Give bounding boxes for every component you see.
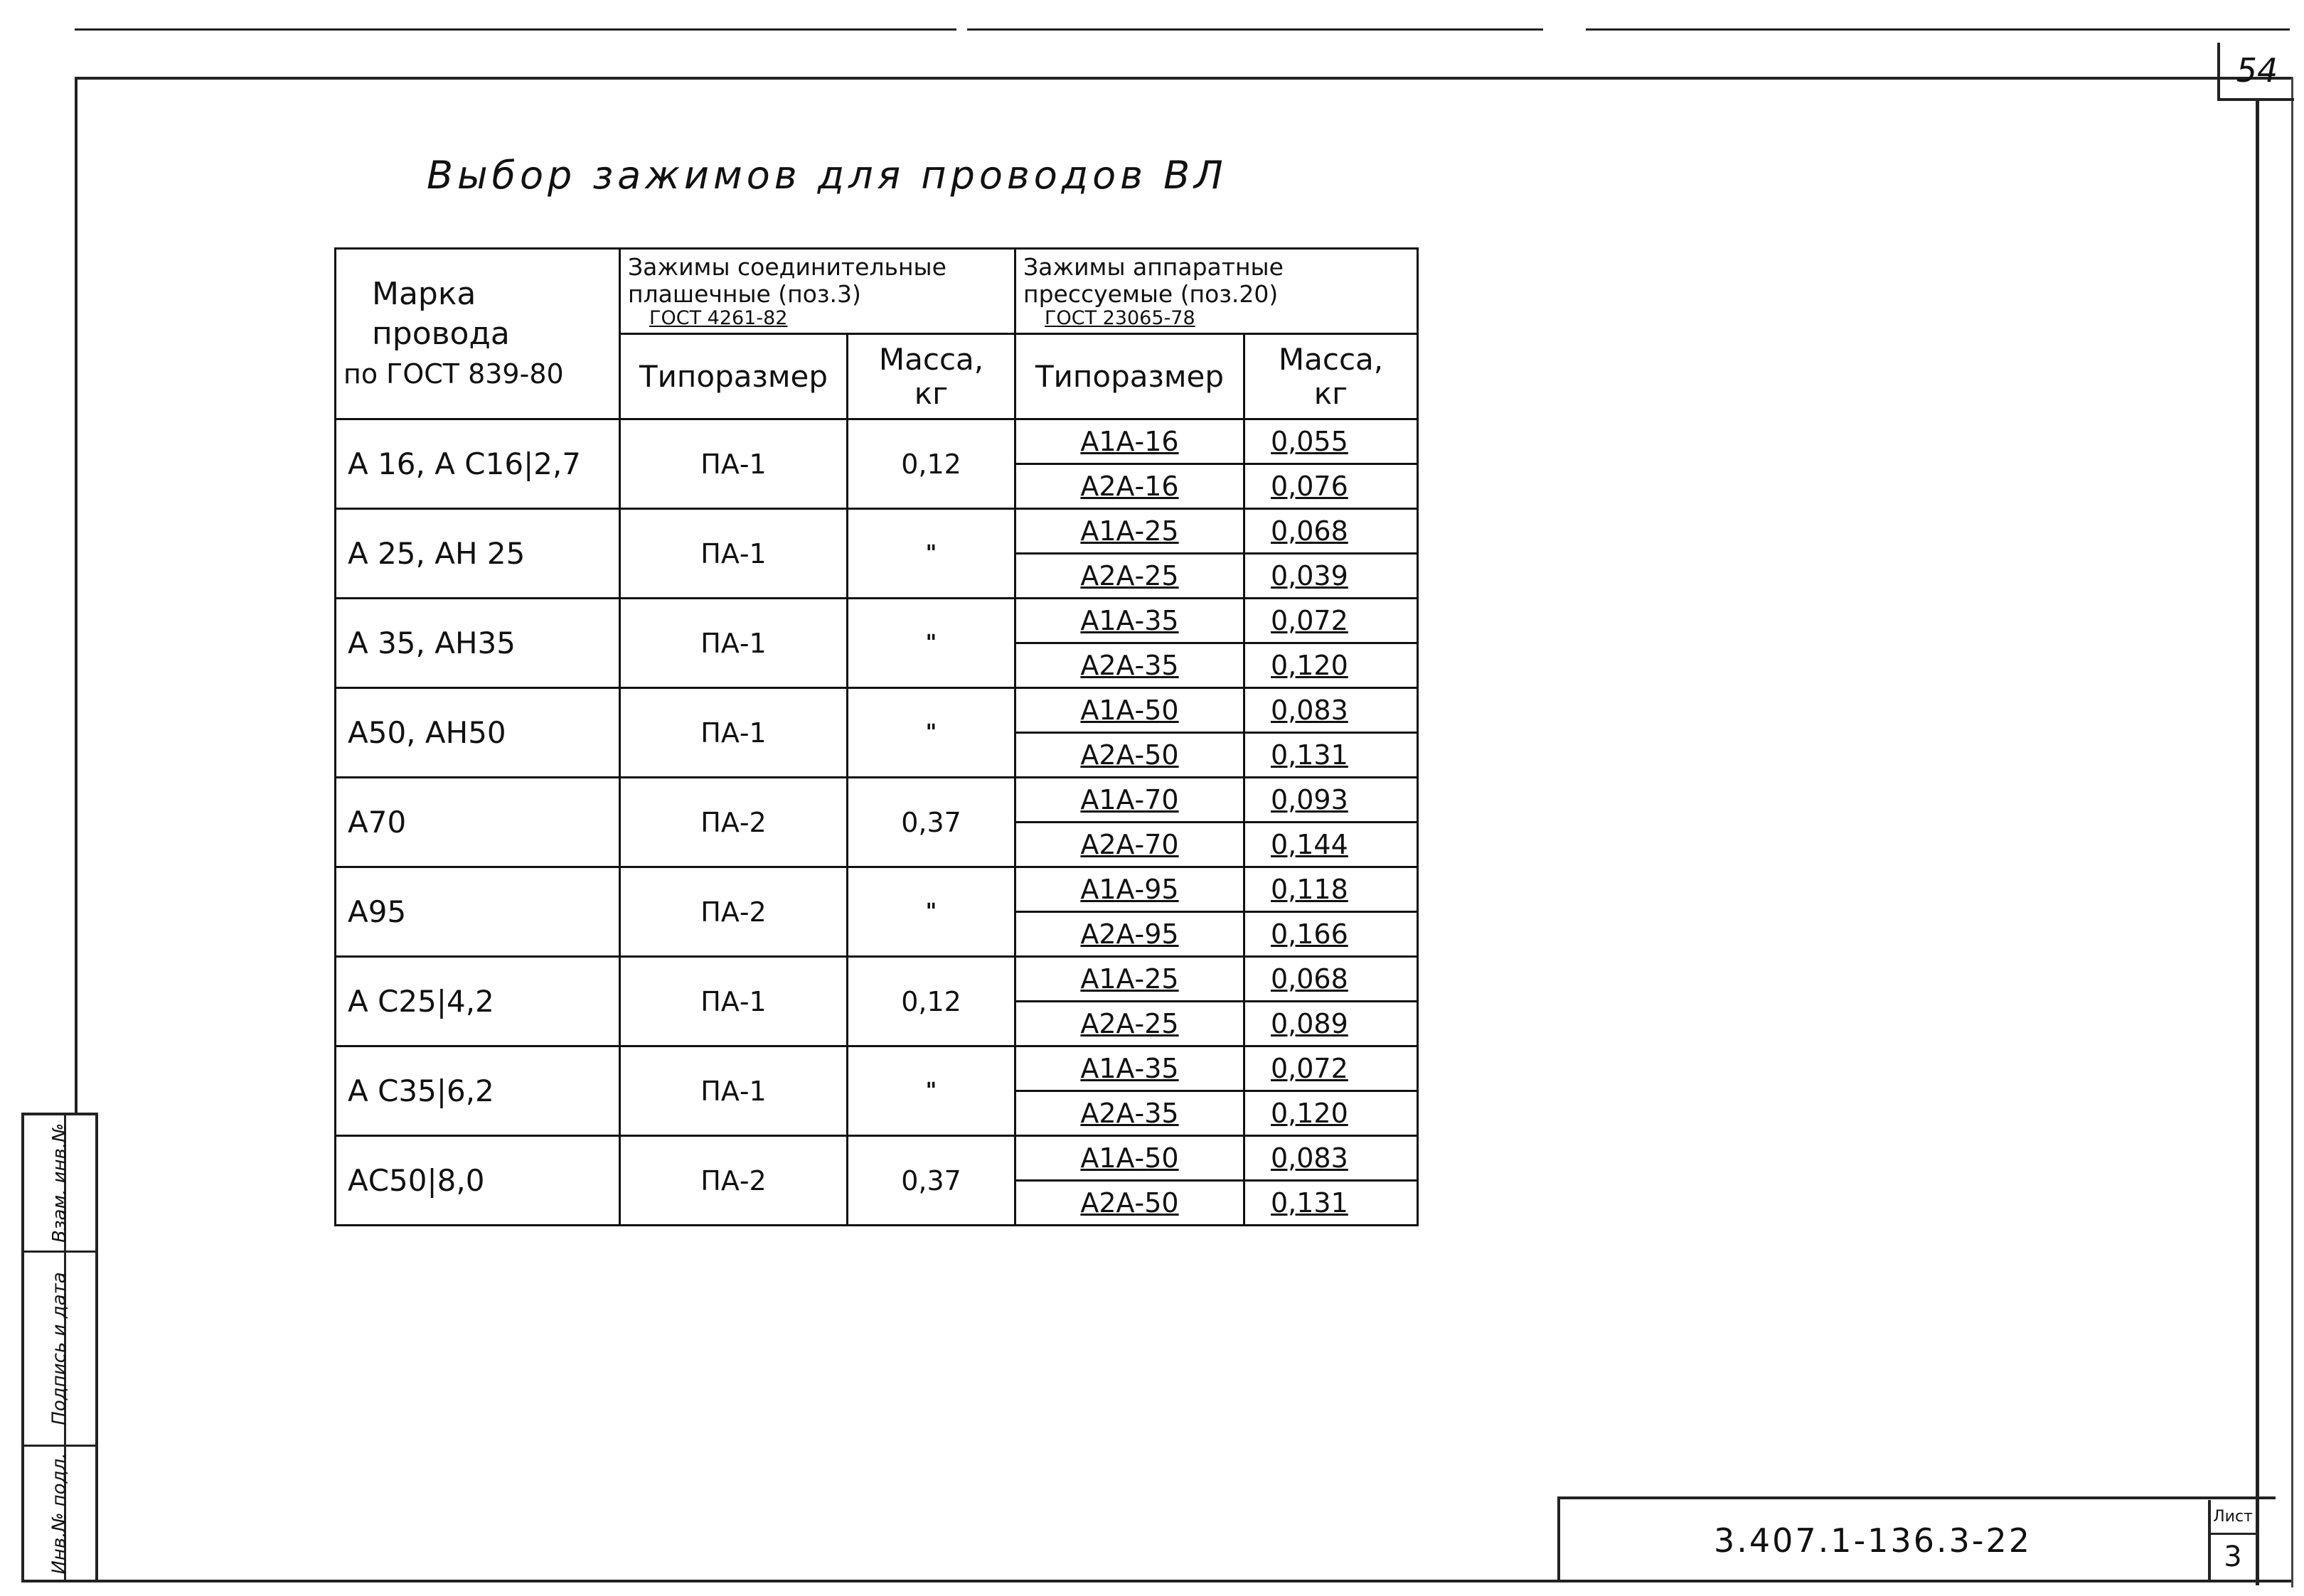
press-clamp-type-cell: А2А-35 xyxy=(1015,1091,1244,1136)
connect-clamp-type-cell: ПА-1 xyxy=(620,688,848,778)
press-clamp-type-cell: А2А-95 xyxy=(1015,912,1244,957)
connect-clamp-type-cell: ПА-2 xyxy=(620,867,848,957)
header-group-line: плашечные (поз.3) xyxy=(628,280,861,308)
header-brand-line: по ГОСТ 839-80 xyxy=(343,358,564,390)
sheet-label: Лист xyxy=(2210,1501,2256,1535)
stamp-label: Взам. инв.№ xyxy=(49,1123,71,1243)
header-group-line: Зажимы аппаратные xyxy=(1023,253,1284,281)
header-mass-line: Масса, xyxy=(878,341,984,377)
header-press-type: Типоразмер xyxy=(1015,334,1244,419)
connect-clamp-mass-cell: 0,37 xyxy=(848,1136,1015,1226)
document-code: 3.407.1-136.3-22 xyxy=(1714,1521,2032,1560)
press-clamp-mass-cell: 0,118 xyxy=(1244,867,1418,912)
frame-top-line xyxy=(75,77,2292,80)
table-row xyxy=(336,688,1418,733)
table-header-row xyxy=(336,249,1418,334)
header-mass-line: Масса, xyxy=(1278,341,1384,377)
header-connect-mass xyxy=(848,334,1015,419)
press-clamp-mass-cell: 0,039 xyxy=(1244,554,1418,599)
press-clamp-type-cell: А1А-25 xyxy=(1015,509,1244,554)
header-connecting-clamps xyxy=(620,249,1015,334)
wire-brand-cell: А 35, АН35 xyxy=(336,599,620,688)
press-clamp-mass-cell: 0,068 xyxy=(1244,957,1418,1002)
press-clamp-mass-cell: 0,055 xyxy=(1244,419,1418,464)
press-clamp-type-cell: А1А-70 xyxy=(1015,778,1244,823)
stamp-signature-date xyxy=(24,1253,95,1447)
connect-clamp-mass-cell: " xyxy=(848,599,1015,688)
clamp-selection-table xyxy=(334,247,1419,1226)
connect-clamp-mass-cell: " xyxy=(848,1046,1015,1136)
press-clamp-type-cell: А2А-25 xyxy=(1015,1002,1244,1046)
press-clamp-type-cell: А2А-16 xyxy=(1015,464,1244,509)
frame-right-line xyxy=(2256,100,2259,1585)
press-clamp-mass-cell: 0,072 xyxy=(1244,1046,1418,1091)
header-mass-line: кг xyxy=(1313,375,1348,411)
table-row xyxy=(336,599,1418,643)
connect-clamp-mass-cell: " xyxy=(848,509,1015,599)
table-row xyxy=(336,1046,1418,1091)
stamp-replaced-inventory xyxy=(24,1115,95,1253)
connect-clamp-type-cell: ПА-1 xyxy=(620,599,848,688)
press-clamp-type-cell: А2А-25 xyxy=(1015,554,1244,599)
connect-clamp-type-cell: ПА-2 xyxy=(620,778,848,867)
press-clamp-mass-cell: 0,120 xyxy=(1244,1091,1418,1136)
stamp-label: Подпись и дата xyxy=(49,1272,70,1425)
press-clamp-mass-cell: 0,131 xyxy=(1244,1181,1418,1226)
press-clamp-type-cell: А1А-35 xyxy=(1015,599,1244,643)
wire-brand-cell: А 25, АН 25 xyxy=(336,509,620,599)
table-row xyxy=(336,957,1418,1002)
connect-clamp-type-cell: ПА-1 xyxy=(620,509,848,599)
press-clamp-type-cell: А1А-35 xyxy=(1015,1046,1244,1091)
press-clamp-type-cell: А1А-95 xyxy=(1015,867,1244,912)
header-connect-type: Типоразмер xyxy=(620,334,848,419)
table-row xyxy=(336,778,1418,823)
connect-clamp-mass-cell: 0,37 xyxy=(848,778,1015,867)
table-row xyxy=(336,1136,1418,1181)
header-pressed-clamps xyxy=(1015,249,1418,334)
header-brand-line: Марка xyxy=(372,275,476,312)
header-group-line: прессуемые (поз.20) xyxy=(1023,280,1279,308)
connect-clamp-type-cell: ПА-1 xyxy=(620,419,848,509)
stamp-strip xyxy=(21,1113,98,1582)
connect-clamp-mass-cell: " xyxy=(848,867,1015,957)
press-clamp-mass-cell: 0,076 xyxy=(1244,464,1418,509)
header-rule-right xyxy=(1586,28,2290,31)
connect-clamp-type-cell: ПА-1 xyxy=(620,957,848,1046)
connect-clamp-mass-cell: " xyxy=(848,688,1015,778)
stamp-label: Инв.№ подл. xyxy=(49,1452,71,1575)
page-title: Выбор зажимов для проводов ВЛ xyxy=(427,153,1227,198)
press-clamp-type-cell: А1А-50 xyxy=(1015,1136,1244,1181)
press-clamp-type-cell: А2А-70 xyxy=(1015,823,1244,867)
press-clamp-type-cell: А2А-50 xyxy=(1015,733,1244,778)
press-clamp-mass-cell: 0,068 xyxy=(1244,509,1418,554)
press-clamp-mass-cell: 0,072 xyxy=(1244,599,1418,643)
table-row xyxy=(336,419,1418,464)
connect-clamp-mass-cell: 0,12 xyxy=(848,419,1015,509)
page-number: 54 xyxy=(2217,43,2294,101)
frame-left-line xyxy=(75,77,78,1115)
press-clamp-mass-cell: 0,089 xyxy=(1244,1002,1418,1046)
press-clamp-mass-cell: 0,131 xyxy=(1244,733,1418,778)
wire-brand-cell: А50, АН50 xyxy=(336,688,620,778)
press-clamp-mass-cell: 0,166 xyxy=(1244,912,1418,957)
connect-clamp-mass-cell: 0,12 xyxy=(848,957,1015,1046)
frame-outer-right-line xyxy=(2291,77,2293,1587)
press-clamp-type-cell: А1А-25 xyxy=(1015,957,1244,1002)
press-clamp-type-cell: А2А-50 xyxy=(1015,1181,1244,1226)
wire-brand-cell: А С35|6,2 xyxy=(336,1046,620,1136)
connect-clamp-type-cell: ПА-1 xyxy=(620,1046,848,1136)
connect-clamp-type-cell: ПА-2 xyxy=(620,1136,848,1226)
header-group-standard: ГОСТ 4261-82 xyxy=(649,307,788,329)
header-rule-mid xyxy=(967,28,1543,31)
press-clamp-mass-cell: 0,083 xyxy=(1244,688,1418,733)
header-mass-line: кг xyxy=(914,375,949,411)
wire-brand-cell: А 16, А С16|2,7 xyxy=(336,419,620,509)
table-row xyxy=(336,509,1418,554)
press-clamp-type-cell: А1А-50 xyxy=(1015,688,1244,733)
wire-brand-cell: А95 xyxy=(336,867,620,957)
press-clamp-mass-cell: 0,093 xyxy=(1244,778,1418,823)
table-row xyxy=(336,867,1418,912)
header-rule-left xyxy=(75,28,956,31)
press-clamp-type-cell: А1А-16 xyxy=(1015,419,1244,464)
table-body xyxy=(336,419,1418,1226)
header-wire-brand xyxy=(336,249,620,419)
press-clamp-mass-cell: 0,120 xyxy=(1244,643,1418,688)
press-clamp-mass-cell: 0,083 xyxy=(1244,1136,1418,1181)
wire-brand-cell: А70 xyxy=(336,778,620,867)
header-group-line: Зажимы соединительные xyxy=(628,253,946,281)
press-clamp-type-cell: А2А-35 xyxy=(1015,643,1244,688)
sheet-value: 3 xyxy=(2224,1541,2242,1573)
header-brand-line: провода xyxy=(372,315,510,352)
press-clamp-mass-cell: 0,144 xyxy=(1244,823,1418,867)
header-group-standard: ГОСТ 23065-78 xyxy=(1045,307,1195,329)
wire-brand-cell: АС50|8,0 xyxy=(336,1136,620,1226)
wire-brand-cell: А С25|4,2 xyxy=(336,957,620,1046)
stamp-original-inventory xyxy=(24,1447,95,1580)
header-press-mass xyxy=(1244,334,1418,419)
